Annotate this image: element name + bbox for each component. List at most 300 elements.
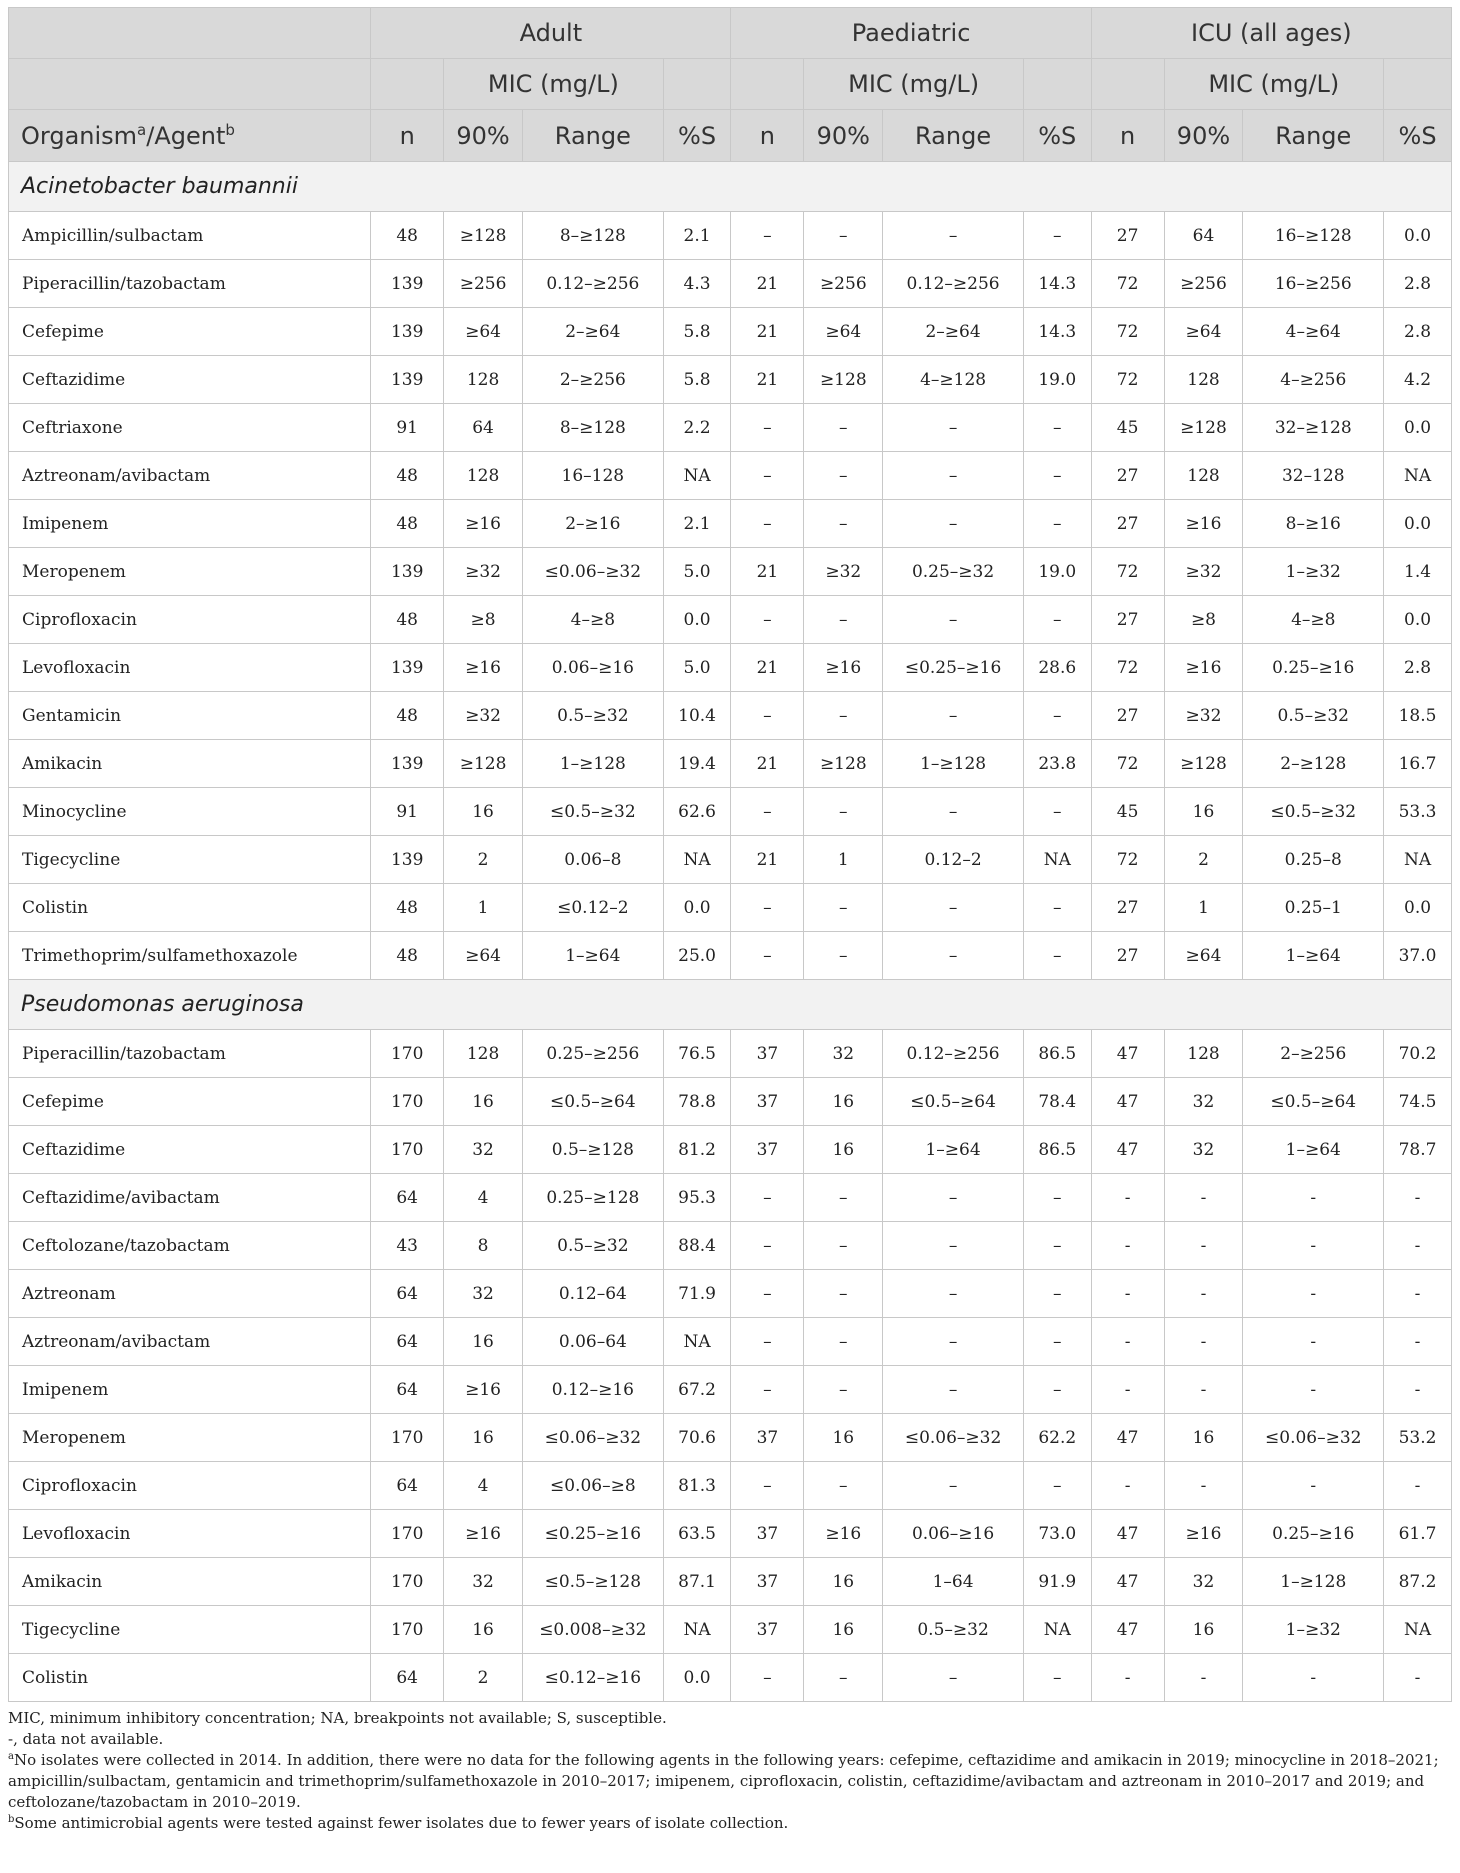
table-cell: -: [1384, 1270, 1452, 1318]
table-cell: –: [804, 596, 883, 644]
table-cell: 0.5–≥32: [883, 1606, 1024, 1654]
table-cell: -: [1091, 1174, 1164, 1222]
agent-name: Amikacin: [9, 740, 371, 788]
table-cell: 16–128: [523, 452, 664, 500]
table-cell: -: [1164, 1654, 1243, 1702]
table-row: [9, 644, 1452, 692]
table-cell: ≤0.5–≥32: [1243, 788, 1384, 836]
table-cell: 37: [731, 1606, 804, 1654]
table-cell: 128: [444, 452, 523, 500]
table-cell: ≤0.06–≥32: [523, 548, 664, 596]
table-row: [9, 836, 1452, 884]
table-cell: –: [731, 1462, 804, 1510]
group-header-icu: ICU (all ages): [1091, 8, 1451, 59]
table-cell: 21: [731, 260, 804, 308]
table-cell: 72: [1091, 548, 1164, 596]
table-cell: 2: [444, 836, 523, 884]
table-cell: 16: [804, 1606, 883, 1654]
table-cell: 2: [444, 1654, 523, 1702]
table-cell: 32: [444, 1126, 523, 1174]
table-cell: 64: [371, 1462, 444, 1510]
table-cell: –: [804, 1654, 883, 1702]
table-cell: -: [1164, 1270, 1243, 1318]
table-cell: 0.0: [1384, 884, 1452, 932]
table-cell: ≥32: [804, 548, 883, 596]
column-header-range: Range: [1243, 110, 1384, 162]
table-cell: 37: [731, 1510, 804, 1558]
table-cell: 27: [1091, 692, 1164, 740]
agent-label: /Agent: [146, 121, 226, 150]
table-cell: 8–≥128: [523, 404, 664, 452]
table-cell: ≥32: [444, 692, 523, 740]
table-cell: –: [731, 932, 804, 980]
table-cell: ≥128: [804, 356, 883, 404]
table-cell: –: [1023, 1654, 1091, 1702]
table-cell: –: [883, 452, 1024, 500]
table-cell: ≥128: [1164, 404, 1243, 452]
agent-name: Ceftolozane/tazobactam: [9, 1222, 371, 1270]
table-cell: ≥16: [804, 644, 883, 692]
organism-name: Acinetobacter baumannii: [9, 162, 1452, 212]
table-cell: –: [804, 884, 883, 932]
table-cell: –: [1023, 1462, 1091, 1510]
table-cell: 0.5–≥32: [523, 1222, 664, 1270]
table-row: [9, 404, 1452, 452]
table-cell: 1–≥128: [883, 740, 1024, 788]
table-cell: -: [1384, 1462, 1452, 1510]
table-cell: –: [731, 1222, 804, 1270]
table-cell: 48: [371, 596, 444, 644]
table-cell: 73.0: [1023, 1510, 1091, 1558]
table-cell: 128: [444, 1030, 523, 1078]
table-row: [9, 1318, 1452, 1366]
table-row: [9, 740, 1452, 788]
table-row: [9, 596, 1452, 644]
table-cell: -: [1243, 1270, 1384, 1318]
table-cell: 1: [1164, 884, 1243, 932]
table-cell: NA: [663, 1606, 731, 1654]
table-cell: ≥64: [804, 308, 883, 356]
agent-name: Minocycline: [9, 788, 371, 836]
agent-name: Meropenem: [9, 1414, 371, 1462]
table-cell: 78.8: [663, 1078, 731, 1126]
table-cell: –: [1023, 1318, 1091, 1366]
table-cell: 16: [804, 1078, 883, 1126]
table-cell: NA: [663, 836, 731, 884]
table-cell: 63.5: [663, 1510, 731, 1558]
table-cell: 2–≥128: [1243, 740, 1384, 788]
agent-name: Ampicillin/sulbactam: [9, 212, 371, 260]
table-cell: –: [883, 1318, 1024, 1366]
table-cell: 32: [1164, 1558, 1243, 1606]
table-cell: ≥64: [1164, 932, 1243, 980]
header-empty-cell: [1384, 59, 1452, 110]
table-cell: ≤0.25–≥16: [523, 1510, 664, 1558]
table-row: [9, 308, 1452, 356]
table-cell: 48: [371, 884, 444, 932]
table-cell: 28.6: [1023, 644, 1091, 692]
table-cell: 0.25–≥128: [523, 1174, 664, 1222]
column-header-s: %S: [663, 110, 731, 162]
column-header-90: 90%: [444, 110, 523, 162]
table-row: [9, 1078, 1452, 1126]
table-cell: 4–≥64: [1243, 308, 1384, 356]
table-cell: ≤0.06–≥32: [1243, 1414, 1384, 1462]
column-header-s: %S: [1023, 110, 1091, 162]
table-cell: 4.2: [1384, 356, 1452, 404]
table-row: [9, 884, 1452, 932]
table-cell: 95.3: [663, 1174, 731, 1222]
organism-agent-header: [9, 110, 371, 162]
table-cell: 139: [371, 308, 444, 356]
table-cell: 91: [371, 788, 444, 836]
table-cell: 0.0: [1384, 596, 1452, 644]
table-row: [9, 1174, 1452, 1222]
agent-name: Colistin: [9, 1654, 371, 1702]
table-cell: ≥16: [1164, 644, 1243, 692]
table-cell: –: [804, 1270, 883, 1318]
table-cell: 0.0: [663, 596, 731, 644]
agent-name: Colistin: [9, 884, 371, 932]
table-cell: -: [1091, 1366, 1164, 1414]
header-empty-cell: [663, 59, 731, 110]
table-cell: –: [731, 692, 804, 740]
agent-name: Ceftazidime: [9, 1126, 371, 1174]
table-cell: –: [731, 788, 804, 836]
organism-label: Organism: [21, 121, 138, 150]
table-row: [9, 548, 1452, 596]
table-cell: –: [883, 1222, 1024, 1270]
table-cell: ≥16: [444, 1366, 523, 1414]
table-cell: 16: [1164, 1414, 1243, 1462]
table-cell: 2.8: [1384, 260, 1452, 308]
mic-header-adult: MIC (mg/L): [444, 59, 664, 110]
table-cell: 0.25–≥16: [1243, 1510, 1384, 1558]
table-cell: –: [731, 884, 804, 932]
table-cell: 47: [1091, 1510, 1164, 1558]
footnote-a-marker: a: [8, 1751, 14, 1762]
table-cell: 48: [371, 212, 444, 260]
table-cell: 71.9: [663, 1270, 731, 1318]
group-header-adult: Adult: [371, 8, 731, 59]
header-empty-cell: [9, 59, 371, 110]
table-cell: –: [1023, 1366, 1091, 1414]
table-cell: ≥128: [444, 740, 523, 788]
table-cell: 170: [371, 1126, 444, 1174]
table-cell: 37: [731, 1078, 804, 1126]
table-cell: 32: [804, 1030, 883, 1078]
table-cell: 0.5–≥32: [1243, 692, 1384, 740]
susceptibility-table: [8, 7, 1452, 1702]
table-cell: –: [731, 1318, 804, 1366]
table-cell: 1: [804, 836, 883, 884]
table-cell: 2–≥256: [523, 356, 664, 404]
table-cell: –: [1023, 212, 1091, 260]
table-cell: 139: [371, 740, 444, 788]
table-cell: 16: [1164, 788, 1243, 836]
table-cell: 21: [731, 548, 804, 596]
table-cell: ≥16: [804, 1510, 883, 1558]
table-cell: NA: [1023, 1606, 1091, 1654]
agent-name: Trimethoprim/sulfamethoxazole: [9, 932, 371, 980]
agent-name: Imipenem: [9, 1366, 371, 1414]
table-cell: -: [1243, 1318, 1384, 1366]
table-cell: 1.4: [1384, 548, 1452, 596]
table-cell: 64: [1164, 212, 1243, 260]
table-cell: 37.0: [1384, 932, 1452, 980]
table-cell: ≤0.008–≥32: [523, 1606, 664, 1654]
table-cell: 0.12–≥256: [883, 1030, 1024, 1078]
table-cell: -: [1384, 1222, 1452, 1270]
table-cell: 0.06–≥16: [523, 644, 664, 692]
table-cell: –: [1023, 692, 1091, 740]
table-cell: 1–≥64: [1243, 1126, 1384, 1174]
table-cell: 27: [1091, 500, 1164, 548]
table-cell: ≥128: [1164, 740, 1243, 788]
column-header-range: Range: [883, 110, 1024, 162]
table-cell: ≤0.06–≥32: [883, 1414, 1024, 1462]
table-cell: 128: [444, 356, 523, 404]
table-cell: 37: [731, 1414, 804, 1462]
table-cell: 27: [1091, 452, 1164, 500]
table-cell: 76.5: [663, 1030, 731, 1078]
table-cell: 61.7: [1384, 1510, 1452, 1558]
table-cell: 14.3: [1023, 260, 1091, 308]
table-cell: 5.8: [663, 356, 731, 404]
table-cell: –: [804, 212, 883, 260]
table-cell: –: [1023, 1174, 1091, 1222]
table-cell: NA: [663, 1318, 731, 1366]
table-cell: 53.3: [1384, 788, 1452, 836]
table-cell: 170: [371, 1510, 444, 1558]
table-cell: 2–≥64: [883, 308, 1024, 356]
table-cell: 48: [371, 932, 444, 980]
table-row: [9, 788, 1452, 836]
table-row: [9, 1462, 1452, 1510]
table-cell: ≥64: [444, 932, 523, 980]
table-cell: -: [1164, 1222, 1243, 1270]
footnote-b: [8, 1813, 1450, 1834]
footnote-a-text: No isolates were collected in 2014. In addition, there were no data for the following agents in the following years: cefepime, ceftazidime and amikacin in 2019; minocycline in 2018–2021; ampicillin/sulbactam, gentamicin and trimethoprim/sulfamethoxazole in 2010–2017; imipenem, ciprofloxacin, colistin, ceftazidime/avibactam and aztreonam in 2010–2017 and 2019; and ceftolozane/tazobactam in 2010–2019.: [8, 1751, 1439, 1811]
table-cell: –: [731, 1366, 804, 1414]
table-row: [9, 1126, 1452, 1174]
table-cell: 139: [371, 644, 444, 692]
table-cell: –: [883, 788, 1024, 836]
table-cell: –: [731, 1174, 804, 1222]
table-cell: ≥16: [444, 1510, 523, 1558]
table-cell: 86.5: [1023, 1030, 1091, 1078]
table-cell: 0.0: [663, 884, 731, 932]
table-cell: 70.2: [1384, 1030, 1452, 1078]
table-cell: ≥256: [804, 260, 883, 308]
table-cell: 4–≥8: [1243, 596, 1384, 644]
table-cell: –: [1023, 884, 1091, 932]
table-cell: 139: [371, 836, 444, 884]
table-cell: 0.0: [1384, 500, 1452, 548]
table-cell: 16: [804, 1126, 883, 1174]
table-cell: 8: [444, 1222, 523, 1270]
table-cell: ≥16: [1164, 500, 1243, 548]
table-cell: ≤0.12–≥16: [523, 1654, 664, 1702]
table-cell: 2.1: [663, 500, 731, 548]
agent-name: Aztreonam/avibactam: [9, 1318, 371, 1366]
column-header-range: Range: [523, 110, 664, 162]
table-cell: 0.25–≥16: [1243, 644, 1384, 692]
agent-name: Ceftriaxone: [9, 404, 371, 452]
organism-group-row: [9, 162, 1452, 212]
table-cell: 32: [1164, 1126, 1243, 1174]
table-cell: 91: [371, 404, 444, 452]
table-cell: 170: [371, 1414, 444, 1462]
table-cell: 16: [444, 788, 523, 836]
table-cell: 64: [371, 1366, 444, 1414]
table-cell: 19.0: [1023, 356, 1091, 404]
table-cell: ≤0.06–≥8: [523, 1462, 664, 1510]
table-cell: 78.7: [1384, 1126, 1452, 1174]
table-cell: 23.8: [1023, 740, 1091, 788]
table-cell: –: [804, 452, 883, 500]
table-cell: –: [1023, 788, 1091, 836]
table-cell: –: [883, 1174, 1024, 1222]
table-cell: –: [883, 1366, 1024, 1414]
table-cell: 10.4: [663, 692, 731, 740]
table-cell: -: [1243, 1174, 1384, 1222]
organism-group-row: [9, 980, 1452, 1030]
table-cell: 139: [371, 356, 444, 404]
table-cell: 47: [1091, 1414, 1164, 1462]
table-cell: 72: [1091, 356, 1164, 404]
table-cell: 81.2: [663, 1126, 731, 1174]
table-cell: ≥16: [444, 500, 523, 548]
table-row: [9, 1030, 1452, 1078]
table-cell: –: [804, 692, 883, 740]
table-cell: 21: [731, 836, 804, 884]
table-cell: 67.2: [663, 1366, 731, 1414]
table-cell: 0.06–8: [523, 836, 664, 884]
table-cell: ≥64: [444, 308, 523, 356]
table-row: [9, 500, 1452, 548]
footnote-a: [8, 1750, 1450, 1813]
footnote-abbreviations: MIC, minimum inhibitory concentration; NA, breakpoints not available; S, susceptible.: [8, 1709, 667, 1727]
table-cell: 47: [1091, 1606, 1164, 1654]
table-cell: 64: [371, 1174, 444, 1222]
table-row: [9, 1654, 1452, 1702]
table-cell: 53.2: [1384, 1414, 1452, 1462]
table-cell: 18.5: [1384, 692, 1452, 740]
agent-name: Gentamicin: [9, 692, 371, 740]
table-cell: 2–≥16: [523, 500, 664, 548]
table-cell: -: [1243, 1462, 1384, 1510]
table-cell: 1–≥128: [1243, 1558, 1384, 1606]
table-cell: 19.4: [663, 740, 731, 788]
agent-name: Ceftazidime: [9, 356, 371, 404]
table-cell: ≥32: [444, 548, 523, 596]
agent-name: Ciprofloxacin: [9, 596, 371, 644]
table-cell: 0.25–≥256: [523, 1030, 664, 1078]
agent-name: Ciprofloxacin: [9, 1462, 371, 1510]
table-cell: -: [1091, 1270, 1164, 1318]
table-cell: –: [731, 212, 804, 260]
table-cell: NA: [1384, 452, 1452, 500]
table-row: [9, 1510, 1452, 1558]
agent-name: Amikacin: [9, 1558, 371, 1606]
table-cell: –: [1023, 596, 1091, 644]
table-cell: –: [804, 404, 883, 452]
table-cell: 21: [731, 356, 804, 404]
table-cell: 37: [731, 1126, 804, 1174]
agent-name: Ceftazidime/avibactam: [9, 1174, 371, 1222]
table-cell: -: [1243, 1366, 1384, 1414]
table-cell: 48: [371, 692, 444, 740]
agent-name: Cefepime: [9, 1078, 371, 1126]
footnote-b-text: Some antimicrobial agents were tested against fewer isolates due to fewer years of isolate collection.: [14, 1814, 789, 1832]
table-cell: ≥256: [1164, 260, 1243, 308]
table-cell: 0.25–8: [1243, 836, 1384, 884]
table-cell: ≥8: [444, 596, 523, 644]
table-cell: 48: [371, 452, 444, 500]
table-cell: 21: [731, 308, 804, 356]
table-cell: 64: [371, 1318, 444, 1366]
table-cell: 27: [1091, 596, 1164, 644]
table-cell: 0.12–≥256: [883, 260, 1024, 308]
table-cell: 128: [1164, 1030, 1243, 1078]
table-cell: 32–≥128: [1243, 404, 1384, 452]
table-cell: 47: [1091, 1030, 1164, 1078]
footnote-marker-a: a: [137, 120, 147, 139]
table-row: [9, 1270, 1452, 1318]
agent-name: Tigecycline: [9, 836, 371, 884]
table-cell: –: [883, 500, 1024, 548]
table-cell: 74.5: [1384, 1078, 1452, 1126]
table-cell: –: [883, 1654, 1024, 1702]
table-cell: ≥32: [1164, 548, 1243, 596]
table-cell: 16–≥128: [1243, 212, 1384, 260]
table-cell: 0.5–≥128: [523, 1126, 664, 1174]
mic-header-icu: MIC (mg/L): [1164, 59, 1384, 110]
table-row: [9, 212, 1452, 260]
table-cell: 1–≥64: [1243, 932, 1384, 980]
table-cell: –: [804, 500, 883, 548]
table-row: [9, 1366, 1452, 1414]
table-row: [9, 1606, 1452, 1654]
table-cell: 170: [371, 1558, 444, 1606]
table-row: [9, 1558, 1452, 1606]
table-cell: –: [883, 884, 1024, 932]
table-cell: –: [1023, 932, 1091, 980]
table-cell: -: [1091, 1318, 1164, 1366]
table-header: [9, 8, 1452, 162]
table-cell: ≥128: [804, 740, 883, 788]
table-cell: –: [804, 1222, 883, 1270]
table-cell: 1–≥64: [523, 932, 664, 980]
table-cell: 87.2: [1384, 1558, 1452, 1606]
table-cell: 8–≥128: [523, 212, 664, 260]
table-cell: -: [1384, 1654, 1452, 1702]
table-cell: ≥128: [444, 212, 523, 260]
table-row: [9, 1414, 1452, 1462]
table-cell: 0.12–64: [523, 1270, 664, 1318]
table-cell: 16: [444, 1078, 523, 1126]
table-cell: NA: [1384, 1606, 1452, 1654]
column-header-n: n: [371, 110, 444, 162]
table-cell: 4–≥256: [1243, 356, 1384, 404]
table-cell: 47: [1091, 1126, 1164, 1174]
table-cell: –: [731, 596, 804, 644]
table-cell: 5.0: [663, 644, 731, 692]
column-header-s: %S: [1384, 110, 1452, 162]
table-cell: 87.1: [663, 1558, 731, 1606]
header-empty-cell: [9, 8, 371, 59]
